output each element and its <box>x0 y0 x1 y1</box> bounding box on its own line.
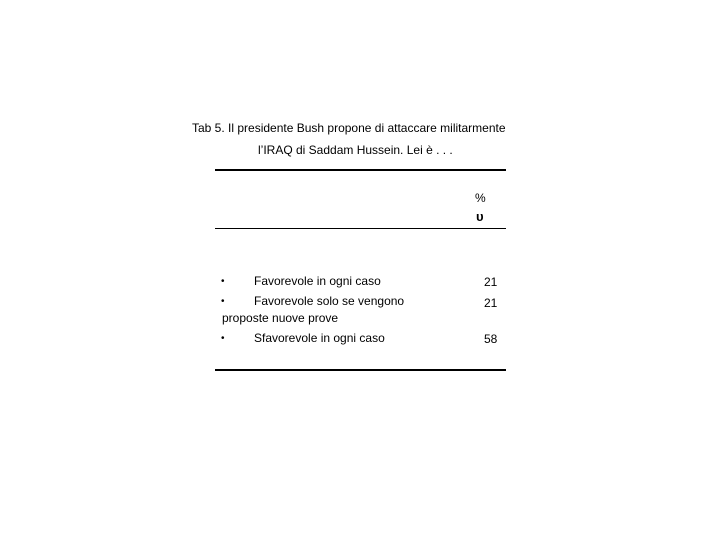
row-value: 21 <box>484 296 498 310</box>
table-title-line-1: Tab 5. Il presidente Bush propone di attaccare militarmente <box>192 121 506 135</box>
header-rule <box>215 228 506 229</box>
column-header-symbol: υ <box>476 209 484 224</box>
row-label-line-2: proposte nuove prove <box>222 311 339 325</box>
row-label-line-1: Favorevole solo se vengono <box>254 294 405 308</box>
row-label: Favorevole in ogni caso <box>254 274 381 288</box>
table-title-line-2: l’IRAQ di Saddam Hussein. Lei è . . . <box>258 143 453 157</box>
row-label: Sfavorevole in ogni caso <box>254 331 385 345</box>
bullet-icon: • <box>221 296 225 307</box>
bottom-rule <box>215 369 506 371</box>
bullet-icon: • <box>221 333 225 344</box>
row-value: 58 <box>484 332 498 346</box>
bullet-icon: • <box>221 276 225 287</box>
top-rule <box>215 169 506 171</box>
column-header-percent: % <box>475 191 486 205</box>
row-value: 21 <box>484 275 498 289</box>
